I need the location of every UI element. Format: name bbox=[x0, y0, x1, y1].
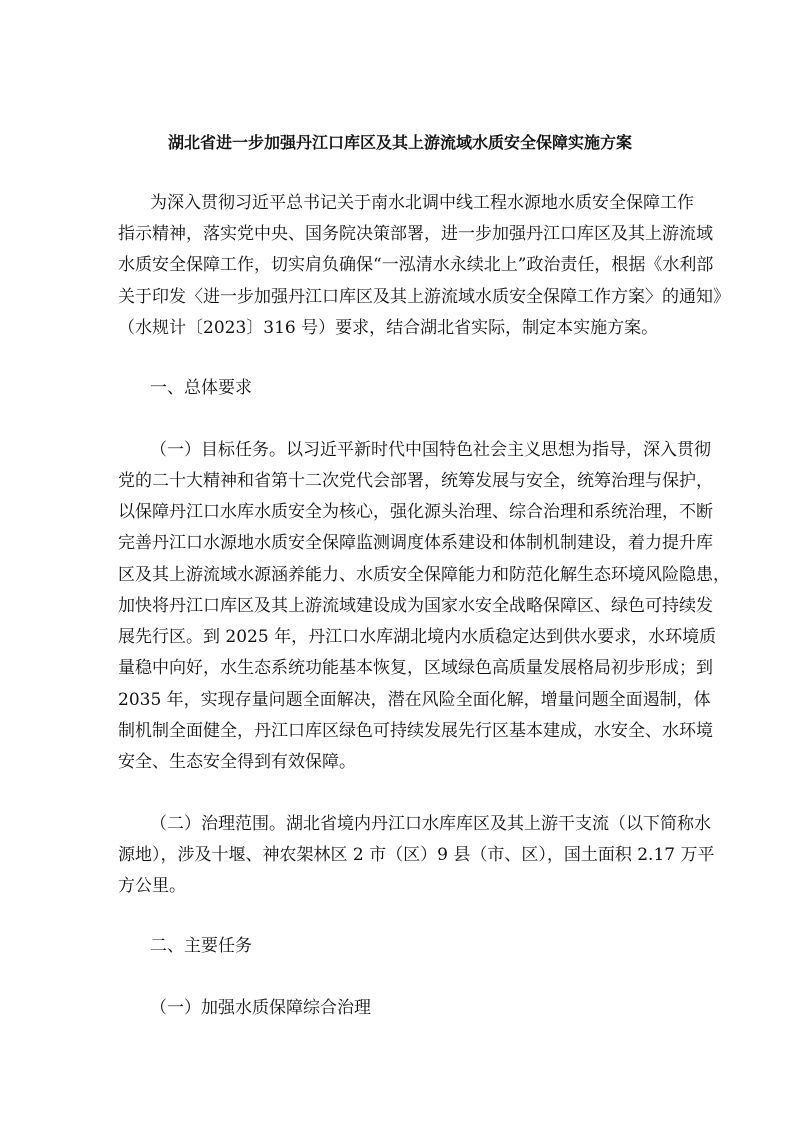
intro-line: 关于印发〈进一步加强丹江口库区及其上游流域水质安全保障工作方案〉的通知》 bbox=[118, 287, 730, 307]
intro-line: 水质安全保障工作，切实肩负确保“一泓清水永续北上”政治责任，根据《水利部 bbox=[118, 255, 714, 275]
paragraph-line: 区及其上游流域水源涵养能力、水质安全保障能力和防范化解生态环境风险隐患， bbox=[118, 565, 730, 585]
section-heading: 一、总体要求 bbox=[150, 378, 252, 398]
intro-line: 指示精神，落实党中央、国务院决策部署，进一步加强丹江口库区及其上游流域 bbox=[118, 224, 713, 244]
document-title: 湖北省进一步加强丹江口库区及其上游流域水质安全保障实施方案 bbox=[167, 133, 632, 152]
paragraph-line: 以保障丹江口水库水质安全为核心，强化源头治理、综合治理和系统治理，不断 bbox=[118, 502, 713, 522]
section-heading: 二、主要任务 bbox=[150, 936, 252, 956]
paragraph-line: 2035 年，实现存量问题全面解决，潜在风险全面化解，增量问题全面遏制，体 bbox=[118, 690, 711, 710]
paragraph-line: 党的二十大精神和省第十二次党代会部署，统筹发展与安全，统筹治理与保护， bbox=[118, 471, 713, 491]
paragraph-line: 方公里。 bbox=[118, 876, 186, 896]
paragraph-line: 量稳中向好，水生态系统功能基本恢复，区域绿色高质量发展格局初步形成；到 bbox=[118, 658, 713, 678]
paragraph-line: 源地），涉及十堰、神农架林区 2 市（区）9 县（市、区），国土面积 2.17 万平 bbox=[118, 845, 715, 865]
paragraph-line: 完善丹江口水源地水质安全保障监测调度体系建设和体制机制建设，着力提升库 bbox=[118, 533, 713, 553]
subsection-heading: （一）加强水质保障综合治理 bbox=[150, 998, 371, 1018]
intro-line: 为深入贯彻习近平总书记关于南水北调中线工程水源地水质安全保障工作 bbox=[150, 193, 694, 213]
paragraph-line: 加快将丹江口库区及其上游流域建设成为国家水安全战略保障区、绿色可持续发 bbox=[118, 596, 713, 616]
paragraph-line: （二）治理范围。湖北省境内丹江口水库库区及其上游干支流（以下简称水 bbox=[150, 814, 711, 834]
intro-line: （水规计〔2023〕316 号）要求，结合湖北省实际，制定本实施方案。 bbox=[118, 318, 659, 338]
paragraph-line: （一）目标任务。以习近平新时代中国特色社会主义思想为指导，深入贯彻 bbox=[150, 440, 711, 460]
paragraph-line: 安全、生态安全得到有效保障。 bbox=[118, 752, 356, 772]
paragraph-line: 制机制全面健全，丹江口库区绿色可持续发展先行区基本建成，水安全、水环境 bbox=[118, 721, 713, 741]
paragraph-line: 展先行区。到 2025 年，丹江口水库湖北境内水质稳定达到供水要求，水环境质 bbox=[118, 627, 717, 647]
